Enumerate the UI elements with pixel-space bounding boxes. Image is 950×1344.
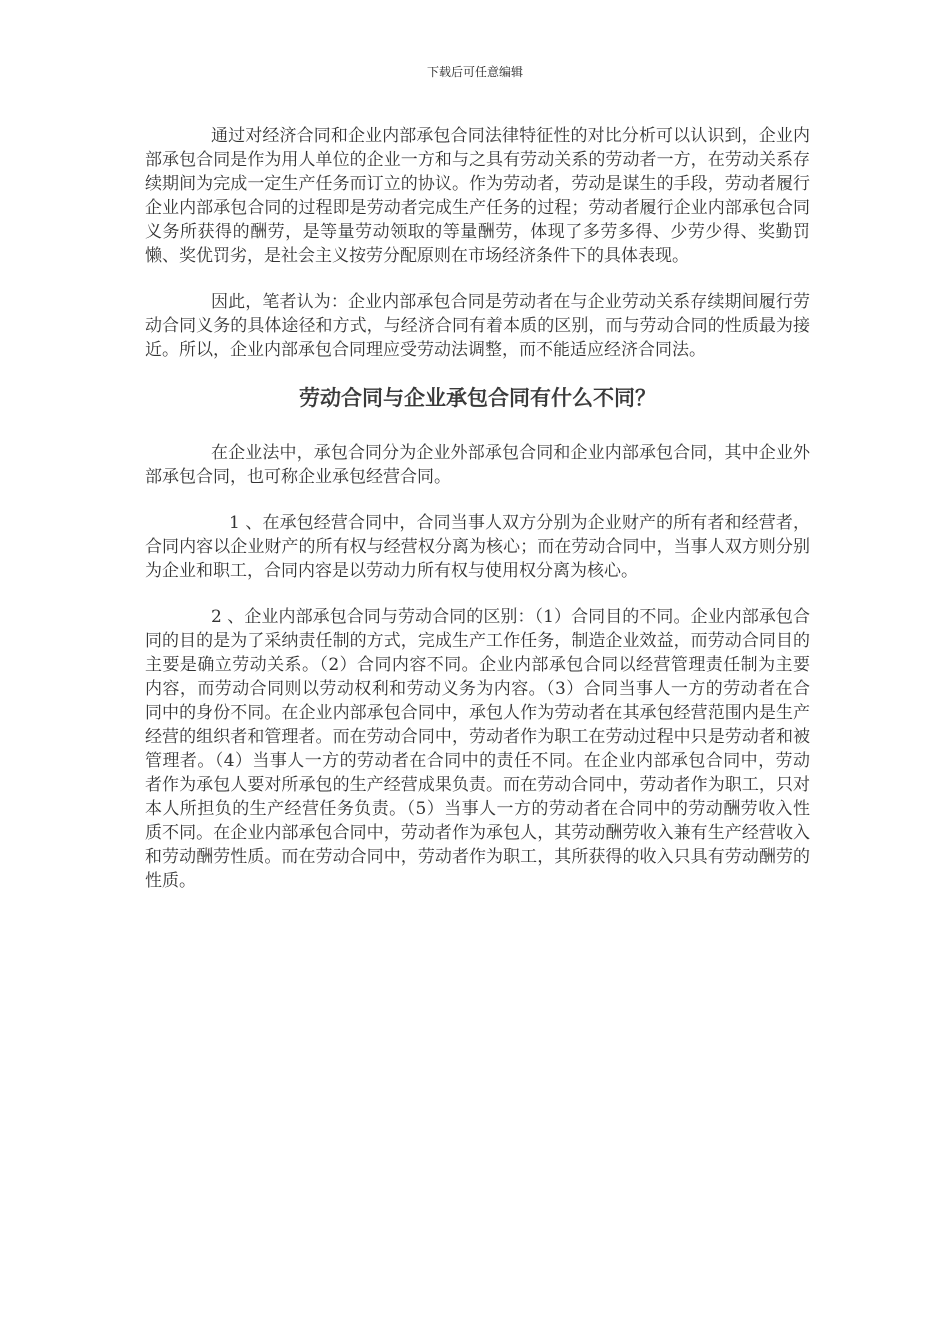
header-note: 下载后可任意编辑 (426, 65, 523, 79)
paragraph-3: 在企业法中，承包合同分为企业外部承包合同和企业内部承包合同，其中企业外部承包合同，也可称企业承包经营合同。 (145, 443, 810, 487)
paragraph-5: 2 、企业内部承包合同与劳动合同的区别：（1）合同目的不同。企业内部承包合同的目的是为了采纳责任制的方式，完成生产工作任务，制造企业效益，而劳动合同目的主要是确立劳动关系。（2）合同内容不同。企业内部承包合同以经营管理责任制为主要内容，而劳动合同则以劳动权利和劳动义务为内容。（3）合同当事人一方的劳动者在合同中的身份不同。在企业内部承包合同中，承包人作为劳动者在其承包经营范围内是生产经营的组织者和管理者。而在劳动合同中，劳动者作为职工在劳动过程中只是劳动者和被管理者。（4）当事人一方的劳动者在合同中的责任不同。在企业内部承包合同中，劳动者作为承包人要对所承包的生产经营成果负责。而在劳动合同中，劳动者作为职工，只对本人所担负的生产经营任务负责。（5）当事人一方的劳动者在合同中的劳动酬劳收入性质不同。在企业内部承包合同中，劳动者作为承包人，其劳动酬劳收入兼有生产经营收入和劳动酬劳性质。而在劳动合同中，劳动者作为职工，其所获得的收入只具有劳动酬劳的性质。 (145, 607, 810, 891)
paragraph-4: 1 、在承包经营合同中，合同当事人双方分别为企业财产的所有者和经营者，合同内容以企业财产的所有权与经营权分离为核心；而在劳动合同中，当事人双方则分别为企业和职工，合同内容是以劳动力所有权与使用权分离为核心。 (145, 513, 810, 581)
article-body (145, 124, 810, 893)
paragraph-1: 通过对经济合同和企业内部承包合同法律特征性的对比分析可以认识到，企业内部承包合同是作为用人单位的企业一方和与之具有劳动关系的劳动者一方，在劳动关系存续期间为完成一定生产任务而订立的协议。作为劳动者，劳动是谋生的手段，劳动者履行企业内部承包合同的过程即是劳动者完成生产任务的过程；劳动者履行企业内部承包合同义务所获得的酬劳，是等量劳动领取的等量酬劳，体现了多劳多得、少劳少得、奖勤罚懒、奖优罚劣，是社会主义按劳分配原则在市场经济条件下的具体表现。 (145, 126, 810, 266)
paragraph-2: 因此，笔者认为：企业内部承包合同是劳动者在与企业劳动关系存续期间履行劳动合同义务的具体途径和方式，与经济合同有着本质的区别，而与劳动合同的性质最为接近。所以，企业内部承包合同理应受劳动法调整，而不能适应经济合同法。 (145, 292, 810, 360)
section-heading: 劳动合同与企业承包合同有什么不同？ (299, 386, 656, 410)
